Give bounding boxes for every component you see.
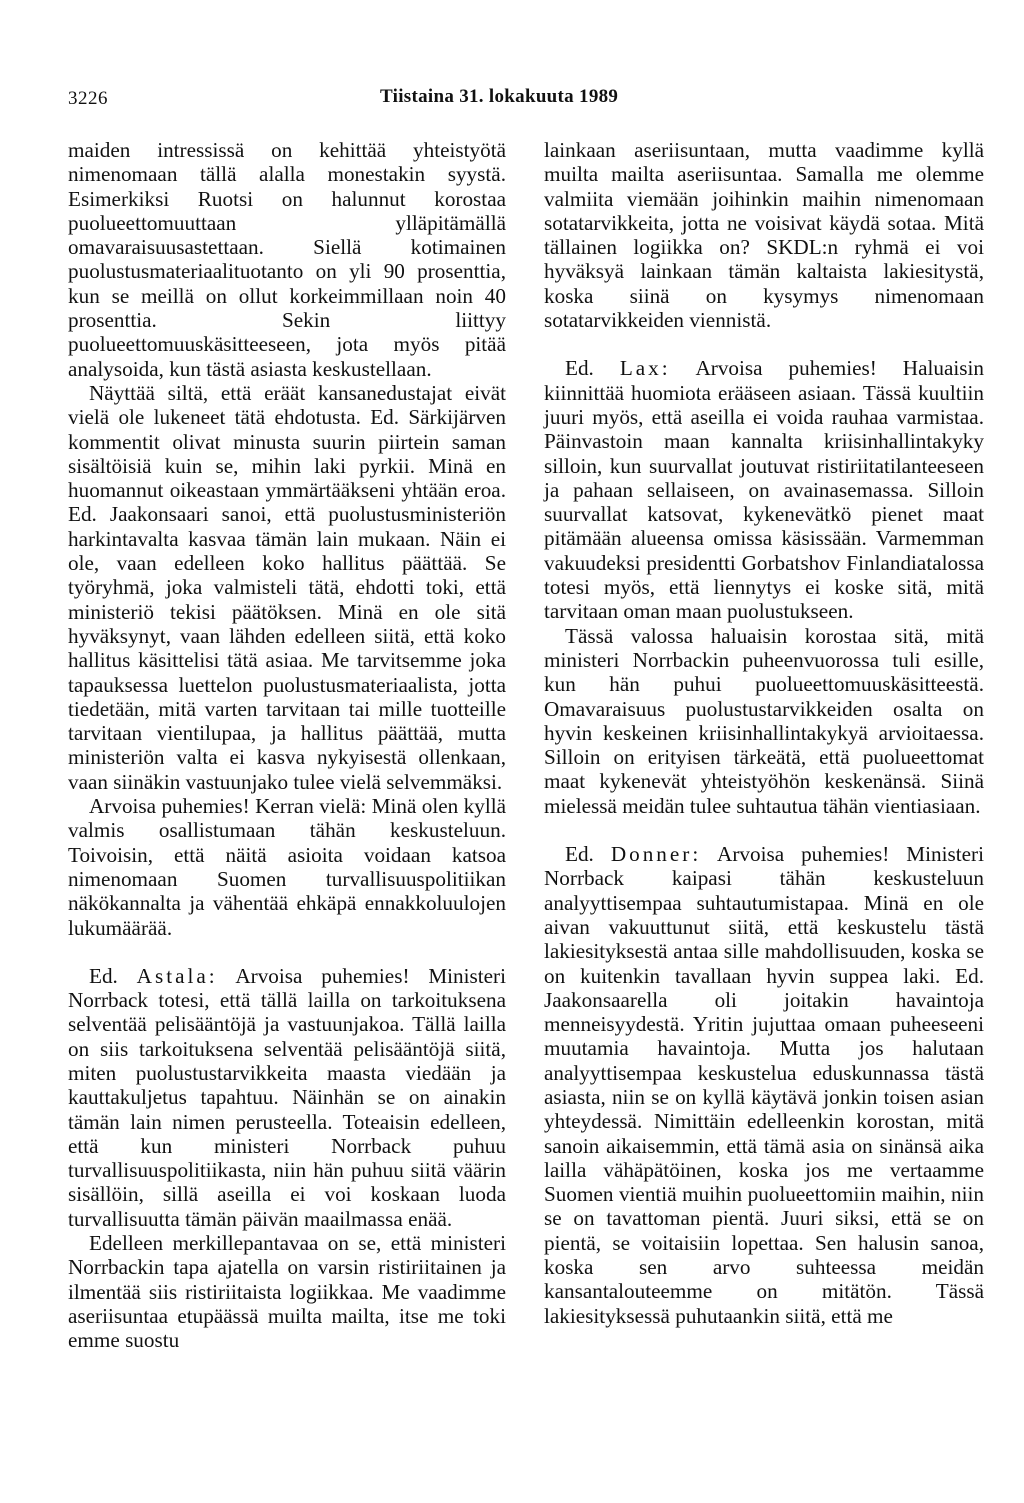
speaker-name: Astala: (136, 963, 218, 988)
speech-text: Arvoisa puhemies! Haluaisin kiinnittää huomiota erääseen asiaan. Tässä kuultiin juuri myös, että aseilla ei voida rauhaa varmistaa. Päinvastoin maan kannalta kriisinhallintakyky silloin, kun suurvallat joutuvat ristiriitatilanteeseen ja pahaan sellaiseen, on avainasemassa. Silloin suurvallat katsovat, kykenevätkö pienet maat pitämään alueensa omissa käsissään. Varmemman vakuudeksi presidentti Gorbatshov Finlandiatalossa totesi myös, että liennytys ei koske sitä, mitä tarvitaan oman maan puolustukseen. (544, 356, 984, 624)
speaker-prefix: Ed. (565, 842, 594, 867)
paragraph: lainkaan aseriisuntaan, mutta vaadimme kyllä muilta mailta aseriisuntaa. Samalla me olemme valmiita viemään joihinkin maihin nimenomaan sotatarvikkeita, jotta ne voisivat käydä sotaa. Mitä tällainen logiikka on? SKDL:n ryhmä ei voi hyväksyä lainkaan tämän kaltaista lakiesitystä, koska siinä on kysymys nimenomaan sotatarvikkeiden viennistä. (544, 138, 984, 333)
speech-text: Arvoisa puhemies! Ministeri Norrback totesi, että tällä lailla on tarkoituksena selventää pelisääntöjä ja vastuunjakoa. Tällä lailla on siis tarkoituksena selventää pelisääntöjä siitä, miten puolustustarvikkeita maasta viedään ja kauttakuljetus tapahtuu. Näinhän se on ainakin tämän lain nimen perusteella. Toteaisin edelleen, että kun ministeri Norrback puhuu turvallisuuspolitiikasta, niin hän puhuu siitä väärin sisällöin, sillä aseilla ei voi koskaan luoda turvallisuutta tämän päivän maailmassa enää. (68, 963, 506, 1231)
paragraph: Tässä valossa haluaisin korostaa sitä, mitä ministeri Norrbackin puheenvuorossa tuli esille, kun hän puhui puolueettomuuskäsitteestä. Omavaraisuus puolustustarvikkeiden osalta on hyvin keskeinen kriisinhallintakykyä arvioitaessa. Silloin on erityisen tärkeätä, että puolueettomat maat kykenevät yhteistyöhön keskenänsä. Siinä mielessä meidän tulee suhtautua tähän vientiasiaan. (544, 623, 984, 818)
running-head: Tiistaina 31. lokakuuta 1989 (380, 86, 619, 107)
paragraph: Arvoisa puhemies! Kerran vielä: Minä olen kyllä valmis osallistumaan tähän keskusteluun. Toivoisin, että näitä asioita voidaan katsoa nimenomaan Suomen turvallisuuspolitiikan näkökannalta ja vähentää ehkäpä ennakkoluulojen lukumäärää. (68, 794, 506, 940)
speaker-name: Donner: (610, 842, 702, 867)
paragraph: maiden intressissä on kehittää yhteistyötä nimenomaan tällä alalla monestakin syystä. Esimerkiksi Ruotsi on halunnut korostaa puolueettomuuttaan ylläpitämällä omavaraisuusastettaan. Siellä kotimainen puolustusmateriaalituotanto on yli 90 prosenttia, kun se meillä on ollut korkeimmillaan noin 40 prosenttia. Sekin liittyy puolueettomuuskäsitteeseen, jota myös pitää analysoida, kun tästä asiasta keskustellaan. (68, 138, 506, 381)
paragraph: Näyttää siltä, että eräät kansanedustajat eivät vielä ole lukeneet tätä ehdotusta. Ed. Särkijärven kommentit olivat minusta suurin piirtein saman sisältöisiä kuin se, mihin laki pyrkii. Minä en huomannut oikeastaan ymmärtääkseni yhtään eroa. Ed. Jaakonsaari sanoi, että puolustusministeriön harkintavalta kasvaa tämän lain mukaan. Näin ei ole, vaan edelleen koko hallitus päättää. Se työryhmä, joka valmisteli tätä, ehdotti toki, että ministeriö tekisi päätöksen. Minä en ole sitä hyväksynyt, vaan lähden edelleen siitä, että koko hallitus käsittelisi tätä asiaa. Me tarvitsemme joka tapauksessa luettelon puolustusmateriaalista, jotta tiedetään, mitä varten tarvitaan tai mille tuotteille tarvitaan vientilupaa, ja hallitus päättää, mutta ministeriön valta ei kasva nykyisestä ollenkaan, vaan siinäkin vastuunjako tulee vielä selvemmäksi. (68, 380, 506, 794)
paragraph: Edelleen merkillepantavaa on se, että ministeri Norrbackin tapa ajatella on varsin ristiriitainen ja ilmentää siis ristiriitaista logiikkaa. Me vaadimme aseriisuntaa etupäässä muilta mailta, itse me toki emme suostu (68, 1231, 506, 1353)
left-column (68, 138, 506, 1353)
speech-paragraph (68, 964, 506, 1231)
speech-paragraph (544, 842, 984, 1328)
speech-paragraph (544, 356, 984, 623)
speaker-prefix: Ed. (565, 356, 594, 381)
speech-text: Arvoisa puhemies! Ministeri Norrback kaipasi tähän keskusteluun analyyttisempaa suhtautumistapaa. Minä en ole aivan vakuuttunut siitä, että keskustelu tästä lakiesityksestä antaa sille mahdollisuuden, koska se on kuitenkin tavallaan hyvin suppea laki. Ed. Jaakonsaarella oli joitakin havaintoja menneisyydestä. Yritin jujuttaa omaan puheeseeni muutamia havaintoja. Mutta jos halutaan analyyttisempaa keskustelua eduskunnassa tästä asiasta, niin se on kyllä käytävä jonkin toisen asian yhteydessä. Nimittäin edelleenkin korostan, mitä sanoin aikaisemmin, että tämä asia on sinänsä aika lailla vähäpätöinen, koska jos me vertaamme Suomen vientiä muihin puolueettomiin maihin, niin se on tavattoman pientä. Juuri siksi, että se on pientä, se voitaisiin lopettaa. Sen halusin sanoa, koska sen arvo suhteessa meidän kansantalouteemme on mitätön. Tässä lakiesityksessä puhutaankin siitä, että me (544, 842, 984, 1328)
speaker-prefix: Ed. (89, 963, 118, 988)
right-column (544, 138, 984, 1328)
speaker-name: Lax: (619, 356, 671, 381)
page-number: 3226 (68, 88, 108, 109)
